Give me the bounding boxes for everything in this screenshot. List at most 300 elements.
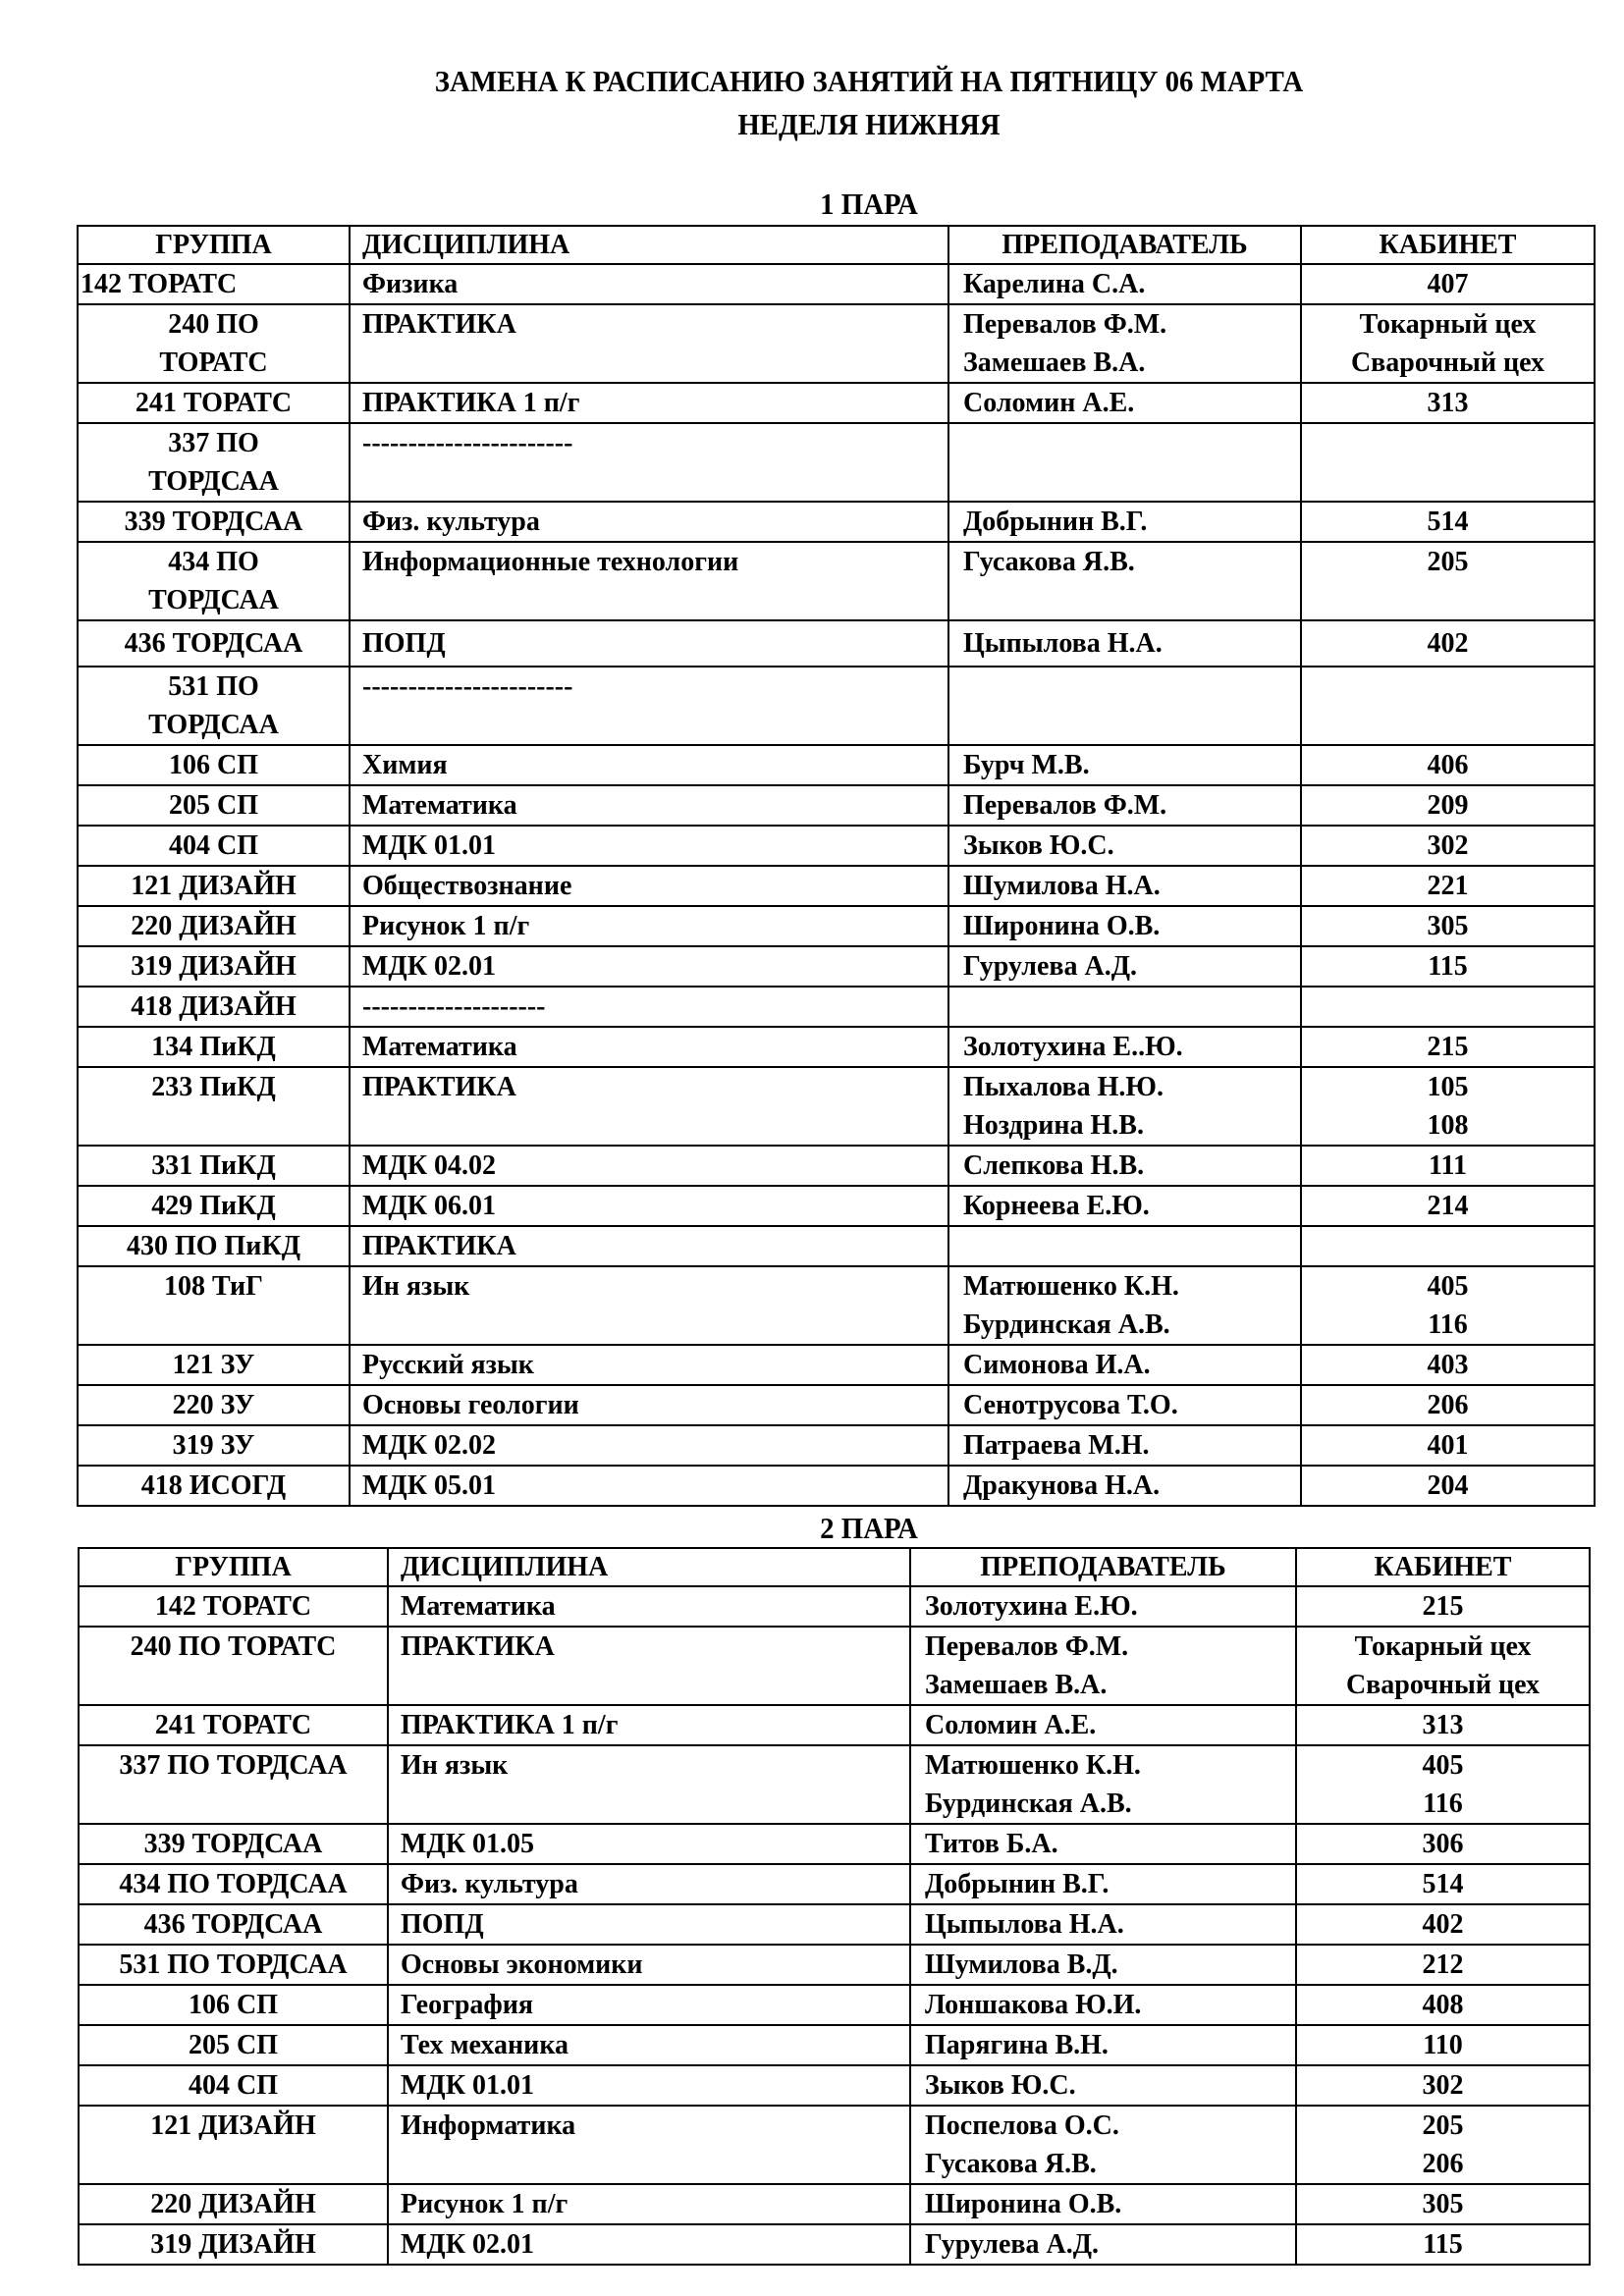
cell-room-text: 406 bbox=[1427, 750, 1469, 780]
table-row bbox=[78, 502, 1595, 542]
cell-room bbox=[1301, 1466, 1595, 1506]
cell-room bbox=[1296, 2025, 1590, 2065]
cell-subject-text: Физ. культура bbox=[401, 1869, 578, 1899]
table-row bbox=[78, 1266, 1595, 1345]
page-subtitle: НЕДЕЛЯ НИЖНЯЯ bbox=[737, 107, 1001, 141]
cell-room bbox=[1301, 383, 1595, 423]
cell-room-text: 407 bbox=[1427, 269, 1469, 299]
cell-group bbox=[78, 785, 350, 826]
cell-room-text: 212 bbox=[1422, 1949, 1464, 1980]
cell-group-text: 429 ПиКД bbox=[151, 1191, 276, 1221]
cell-subject-text: Русский язык bbox=[362, 1350, 534, 1380]
cell-room-text: 401 bbox=[1427, 1430, 1469, 1461]
cell-group-text: 339 ТОРДСАА bbox=[124, 507, 303, 537]
cell-subject-text: Информатика bbox=[401, 2110, 576, 2141]
cell-room bbox=[1296, 1824, 1590, 1864]
cell-room-text: Сварочный цех bbox=[1345, 1670, 1541, 1700]
cell-room bbox=[1296, 1627, 1590, 1705]
cell-room bbox=[1301, 264, 1595, 304]
cell-teacher bbox=[948, 987, 1301, 1027]
cell-group-text: 240 ПО bbox=[168, 309, 259, 340]
cell-group bbox=[78, 620, 350, 667]
cell-teacher-text: Гурулева А.Д. bbox=[925, 2229, 1099, 2260]
cell-teacher bbox=[948, 502, 1301, 542]
cell-teacher-text: Бурч М.В. bbox=[963, 750, 1090, 780]
cell-teacher-text: Замешаев В.А. bbox=[963, 347, 1146, 378]
column-header-subject: ДИСЦИПЛИНА bbox=[388, 1548, 910, 1586]
cell-group-text: 331 ПиКД bbox=[151, 1150, 276, 1181]
cell-subject bbox=[350, 1226, 948, 1266]
cell-teacher-text: Цыпылова Н.А. bbox=[925, 1909, 1124, 1940]
table-row bbox=[78, 1067, 1595, 1146]
cell-group bbox=[79, 1945, 388, 1985]
cell-room bbox=[1301, 1266, 1595, 1345]
cell-subject bbox=[350, 620, 948, 667]
cell-subject-text: МДК 04.02 bbox=[362, 1150, 496, 1181]
cell-teacher bbox=[948, 745, 1301, 785]
table-row bbox=[79, 2025, 1590, 2065]
cell-teacher bbox=[910, 1745, 1296, 1824]
cell-group-text: 339 ТОРДСАА bbox=[143, 1829, 323, 1859]
cell-room bbox=[1296, 2065, 1590, 2106]
cell-room-text: 405 bbox=[1427, 1271, 1469, 1302]
table-row bbox=[78, 1186, 1595, 1226]
cell-teacher-text: Парягина В.Н. bbox=[925, 2030, 1109, 2060]
cell-teacher-text: Гурулева А.Д. bbox=[963, 951, 1137, 982]
cell-subject bbox=[350, 667, 948, 745]
cell-group-text: 220 ДИЗАЙН bbox=[150, 2189, 316, 2219]
cell-subject-text: Основы экономики bbox=[401, 1949, 643, 1980]
table-row bbox=[78, 620, 1595, 667]
cell-teacher-text: Бурдинская А.В. bbox=[925, 1789, 1132, 1819]
cell-teacher-text: Зыков Ю.С. bbox=[925, 2070, 1076, 2101]
table-row bbox=[78, 785, 1595, 826]
cell-subject-text: Информационные технологии bbox=[362, 547, 739, 577]
cell-subject bbox=[350, 423, 948, 502]
cell-group-text: 531 ПО bbox=[168, 671, 259, 702]
cell-room bbox=[1296, 1985, 1590, 2025]
pair-1-label: 1 ПАРА bbox=[820, 187, 918, 221]
cell-teacher-text: Замешаев В.А. bbox=[925, 1670, 1108, 1700]
cell-room-text: 306 bbox=[1422, 1829, 1464, 1859]
cell-room-text: 206 bbox=[1427, 1390, 1469, 1420]
cell-subject bbox=[350, 1186, 948, 1226]
cell-subject-text: Основы геологии bbox=[362, 1390, 579, 1420]
cell-room-text: 215 bbox=[1427, 1032, 1469, 1062]
pair-2-table bbox=[78, 1547, 1591, 2266]
table-row bbox=[78, 1345, 1595, 1385]
cell-group bbox=[78, 1345, 350, 1385]
cell-subject bbox=[388, 1985, 910, 2025]
cell-room-text: 115 bbox=[1423, 2229, 1463, 2260]
cell-room-text: 514 bbox=[1422, 1869, 1464, 1899]
cell-subject-text: Математика bbox=[362, 790, 517, 821]
cell-room bbox=[1301, 987, 1595, 1027]
cell-subject-text: Ин язык bbox=[362, 1271, 470, 1302]
cell-subject bbox=[388, 2065, 910, 2106]
cell-group bbox=[78, 1146, 350, 1186]
cell-subject-text: ПОПД bbox=[401, 1909, 484, 1940]
cell-subject bbox=[388, 1627, 910, 1705]
cell-subject-text: МДК 06.01 bbox=[362, 1191, 496, 1221]
table-row bbox=[79, 2184, 1590, 2224]
cell-group-text: 106 СП bbox=[169, 750, 258, 780]
cell-teacher-text: Шумилова В.Д. bbox=[925, 1949, 1118, 1980]
cell-subject-text: Физ. культура bbox=[362, 507, 540, 537]
cell-subject bbox=[350, 826, 948, 866]
cell-group-text: 436 ТОРДСАА bbox=[124, 628, 303, 659]
cell-teacher-text: Ноздрина Н.В. bbox=[963, 1110, 1144, 1141]
cell-room-text: 116 bbox=[1423, 1789, 1463, 1819]
cell-subject bbox=[350, 264, 948, 304]
cell-room-text: 305 bbox=[1427, 911, 1469, 941]
cell-teacher bbox=[948, 785, 1301, 826]
cell-subject-text: География bbox=[401, 1990, 534, 2020]
table-row bbox=[78, 1466, 1595, 1506]
cell-room bbox=[1301, 1226, 1595, 1266]
cell-group bbox=[79, 2025, 388, 2065]
cell-teacher bbox=[910, 1864, 1296, 1904]
table-row bbox=[79, 1945, 1590, 1985]
column-header-subject: ДИСЦИПЛИНА bbox=[350, 226, 948, 264]
cell-subject bbox=[388, 2025, 910, 2065]
cell-group bbox=[79, 2106, 388, 2184]
cell-group-text: 220 ЗУ bbox=[172, 1390, 255, 1420]
cell-subject-text: МДК 05.01 bbox=[362, 1470, 496, 1501]
cell-group-text: 404 СП bbox=[189, 2070, 278, 2101]
cell-subject-text: -------------------- bbox=[362, 991, 546, 1022]
cell-group bbox=[78, 1425, 350, 1466]
column-header-teacher: ПРЕПОДАВАТЕЛЬ bbox=[910, 1548, 1296, 1586]
cell-group bbox=[78, 1466, 350, 1506]
cell-teacher-text: Соломин А.Е. bbox=[963, 388, 1135, 418]
cell-room-text: 214 bbox=[1427, 1191, 1469, 1221]
cell-subject bbox=[388, 1745, 910, 1824]
cell-teacher-text: Матюшенко К.Н. bbox=[963, 1271, 1179, 1302]
cell-subject bbox=[388, 1586, 910, 1627]
table-row bbox=[79, 2106, 1590, 2184]
cell-group bbox=[78, 745, 350, 785]
cell-teacher bbox=[948, 304, 1301, 383]
cell-subject-text: ПРАКТИКА 1 п/г bbox=[401, 1710, 619, 1740]
cell-room-text: 205 bbox=[1422, 2110, 1464, 2141]
cell-teacher bbox=[910, 2224, 1296, 2265]
cell-teacher bbox=[948, 423, 1301, 502]
cell-group-text: 241 ТОРАТС bbox=[154, 1710, 312, 1740]
cell-room bbox=[1301, 906, 1595, 946]
cell-group bbox=[78, 1226, 350, 1266]
cell-group-text: 319 ДИЗАЙН bbox=[131, 951, 297, 982]
cell-subject bbox=[350, 1385, 948, 1425]
table-row bbox=[78, 906, 1595, 946]
cell-room bbox=[1301, 866, 1595, 906]
cell-room bbox=[1301, 304, 1595, 383]
cell-group bbox=[79, 1586, 388, 1627]
table-row bbox=[79, 1586, 1590, 1627]
cell-teacher bbox=[948, 946, 1301, 987]
cell-group bbox=[79, 1904, 388, 1945]
cell-group bbox=[78, 1067, 350, 1146]
table-row bbox=[78, 946, 1595, 987]
table-row bbox=[78, 1226, 1595, 1266]
cell-group-text: 531 ПО ТОРДСАА bbox=[119, 1949, 348, 1980]
cell-subject bbox=[388, 2224, 910, 2265]
cell-room bbox=[1296, 1705, 1590, 1745]
cell-teacher bbox=[910, 1985, 1296, 2025]
cell-subject-text: Химия bbox=[362, 750, 448, 780]
column-header-group: ГРУППА bbox=[78, 226, 350, 264]
table-row bbox=[78, 1425, 1595, 1466]
cell-group-text: 220 ДИЗАЙН bbox=[131, 911, 297, 941]
cell-room bbox=[1301, 745, 1595, 785]
cell-room bbox=[1301, 946, 1595, 987]
cell-room-text: 405 bbox=[1422, 1750, 1464, 1781]
cell-group-text: 418 ДИЗАЙН bbox=[131, 991, 297, 1022]
cell-subject-text: Обществознание bbox=[362, 871, 572, 901]
cell-teacher-text: Слепкова Н.В. bbox=[963, 1150, 1145, 1181]
cell-teacher bbox=[948, 1146, 1301, 1186]
cell-room-text: 215 bbox=[1422, 1591, 1464, 1622]
cell-teacher bbox=[910, 1904, 1296, 1945]
cell-room-text: 108 bbox=[1427, 1110, 1469, 1141]
cell-group bbox=[79, 1745, 388, 1824]
column-header-teacher: ПРЕПОДАВАТЕЛЬ bbox=[948, 226, 1301, 264]
cell-subject bbox=[388, 1864, 910, 1904]
cell-teacher bbox=[910, 1586, 1296, 1627]
cell-room bbox=[1301, 502, 1595, 542]
cell-subject-text: Рисунок 1 п/г bbox=[362, 911, 530, 941]
cell-subject bbox=[388, 2106, 910, 2184]
cell-group-text: ТОРАТС bbox=[159, 347, 268, 378]
cell-teacher bbox=[910, 2184, 1296, 2224]
cell-room bbox=[1301, 667, 1595, 745]
cell-group bbox=[78, 667, 350, 745]
cell-group bbox=[79, 2224, 388, 2265]
cell-teacher-text: Патраева М.Н. bbox=[963, 1430, 1150, 1461]
table-row bbox=[78, 745, 1595, 785]
cell-room bbox=[1301, 785, 1595, 826]
cell-room-text: 302 bbox=[1422, 2070, 1464, 2101]
cell-subject-text: МДК 02.02 bbox=[362, 1430, 496, 1461]
cell-subject bbox=[350, 946, 948, 987]
cell-teacher-text: Соломин А.Е. bbox=[925, 1710, 1097, 1740]
table-row bbox=[79, 1745, 1590, 1824]
cell-group-text: 434 ПО bbox=[168, 547, 259, 577]
cell-teacher-text: Золотухина Е..Ю. bbox=[963, 1032, 1183, 1062]
cell-group bbox=[78, 1385, 350, 1425]
cell-subject bbox=[350, 745, 948, 785]
cell-group-text: 108 ТиГ bbox=[164, 1271, 263, 1302]
cell-group bbox=[79, 1705, 388, 1745]
cell-subject bbox=[350, 383, 948, 423]
cell-room bbox=[1296, 2224, 1590, 2265]
cell-teacher bbox=[948, 542, 1301, 620]
cell-teacher-text: Перевалов Ф.М. bbox=[925, 1631, 1129, 1662]
cell-room bbox=[1296, 1864, 1590, 1904]
table-row bbox=[78, 264, 1595, 304]
cell-room-text: 302 bbox=[1427, 830, 1469, 861]
cell-group bbox=[79, 1824, 388, 1864]
pair-1-table bbox=[77, 225, 1596, 1507]
cell-group bbox=[78, 987, 350, 1027]
cell-group-text: 404 СП bbox=[169, 830, 258, 861]
cell-subject bbox=[350, 1146, 948, 1186]
cell-subject-text: Математика bbox=[362, 1032, 517, 1062]
cell-room-text: 115 bbox=[1428, 951, 1468, 982]
cell-subject-text: Рисунок 1 п/г bbox=[401, 2189, 568, 2219]
cell-room bbox=[1301, 1186, 1595, 1226]
table-row bbox=[78, 1027, 1595, 1067]
column-header-room: КАБИНЕТ bbox=[1301, 226, 1595, 264]
column-header-room: КАБИНЕТ bbox=[1296, 1548, 1590, 1586]
cell-room-text: 402 bbox=[1427, 628, 1469, 659]
table-row bbox=[79, 1985, 1590, 2025]
cell-teacher-text: Золотухина Е.Ю. bbox=[925, 1591, 1138, 1622]
cell-teacher bbox=[910, 2025, 1296, 2065]
table-row bbox=[78, 1385, 1595, 1425]
cell-teacher-text: Пыхалова Н.Ю. bbox=[963, 1072, 1164, 1102]
cell-group-text: 142 ТОРАТС bbox=[154, 1591, 312, 1622]
cell-subject bbox=[350, 542, 948, 620]
cell-subject bbox=[350, 1425, 948, 1466]
cell-room-text: 204 bbox=[1427, 1470, 1469, 1501]
cell-teacher-text: Добрынин В.Г. bbox=[963, 507, 1148, 537]
cell-group-text: 337 ПО ТОРДСАА bbox=[119, 1750, 348, 1781]
table-row bbox=[79, 2224, 1590, 2265]
cell-group bbox=[78, 826, 350, 866]
table-row bbox=[79, 1705, 1590, 1745]
cell-subject bbox=[350, 502, 948, 542]
cell-group-text: 205 СП bbox=[189, 2030, 278, 2060]
cell-group bbox=[79, 2065, 388, 2106]
cell-group bbox=[79, 1985, 388, 2025]
cell-teacher bbox=[948, 1466, 1301, 1506]
cell-teacher bbox=[948, 667, 1301, 745]
cell-teacher-text: Перевалов Ф.М. bbox=[963, 309, 1167, 340]
cell-room bbox=[1301, 1146, 1595, 1186]
cell-room-text: Сварочный цех bbox=[1350, 347, 1545, 378]
cell-room bbox=[1296, 1945, 1590, 1985]
cell-subject-text: ПРАКТИКА bbox=[362, 309, 516, 340]
column-header-group: ГРУППА bbox=[79, 1548, 388, 1586]
cell-group-text: 436 ТОРДСАА bbox=[143, 1909, 323, 1940]
cell-subject bbox=[350, 1067, 948, 1146]
cell-subject-text: МДК 01.05 bbox=[401, 1829, 534, 1859]
cell-room bbox=[1301, 620, 1595, 667]
cell-group bbox=[78, 502, 350, 542]
cell-teacher bbox=[948, 620, 1301, 667]
cell-subject-text: ----------------------- bbox=[362, 428, 573, 458]
cell-group-text: ТОРДСАА bbox=[148, 585, 279, 615]
cell-teacher bbox=[948, 1226, 1301, 1266]
cell-teacher bbox=[910, 2065, 1296, 2106]
cell-room-text: 403 bbox=[1427, 1350, 1469, 1380]
cell-teacher-text: Широнина О.В. bbox=[925, 2189, 1122, 2219]
cell-room bbox=[1301, 1425, 1595, 1466]
cell-subject bbox=[388, 2184, 910, 2224]
cell-teacher bbox=[948, 1027, 1301, 1067]
table-row bbox=[78, 423, 1595, 502]
cell-subject bbox=[350, 1027, 948, 1067]
cell-group-text: ТОРДСАА bbox=[148, 710, 279, 740]
cell-group bbox=[79, 1627, 388, 1705]
cell-group-text: ТОРДСАА bbox=[148, 466, 279, 497]
cell-subject-text: ПРАКТИКА bbox=[401, 1631, 555, 1662]
cell-room-text: 111 bbox=[1429, 1150, 1467, 1181]
cell-room-text: Токарный цех bbox=[1359, 309, 1537, 340]
table-row bbox=[78, 1146, 1595, 1186]
cell-teacher bbox=[910, 1945, 1296, 1985]
cell-teacher bbox=[948, 906, 1301, 946]
cell-teacher bbox=[948, 1425, 1301, 1466]
cell-subject bbox=[350, 1466, 948, 1506]
cell-group-text: 106 СП bbox=[189, 1990, 278, 2020]
cell-subject bbox=[350, 785, 948, 826]
cell-group-text: 418 ИСОГД bbox=[140, 1470, 287, 1501]
cell-teacher-text: Матюшенко К.Н. bbox=[925, 1750, 1141, 1781]
cell-subject-text: МДК 02.01 bbox=[401, 2229, 534, 2260]
cell-teacher-text: Гусакова Я.В. bbox=[963, 547, 1135, 577]
table-row bbox=[78, 383, 1595, 423]
pair-2-label: 2 ПАРА bbox=[820, 1511, 918, 1545]
cell-subject bbox=[350, 1345, 948, 1385]
cell-room bbox=[1296, 2106, 1590, 2184]
cell-subject bbox=[350, 866, 948, 906]
cell-room-text: 313 bbox=[1427, 388, 1469, 418]
cell-subject-text: МДК 01.01 bbox=[362, 830, 496, 861]
cell-room-text: 402 bbox=[1422, 1909, 1464, 1940]
cell-group bbox=[78, 1266, 350, 1345]
cell-teacher-text: Дракунова Н.А. bbox=[963, 1470, 1161, 1501]
cell-teacher-text: Перевалов Ф.М. bbox=[963, 790, 1167, 821]
table-row bbox=[78, 826, 1595, 866]
cell-teacher bbox=[910, 1705, 1296, 1745]
cell-group bbox=[78, 423, 350, 502]
cell-group-text: 319 ДИЗАЙН bbox=[150, 2229, 316, 2260]
table-row bbox=[79, 1627, 1590, 1705]
cell-group-text: 121 ЗУ bbox=[172, 1350, 255, 1380]
cell-teacher bbox=[948, 1186, 1301, 1226]
cell-teacher bbox=[948, 1385, 1301, 1425]
cell-subject-text: Математика bbox=[401, 1591, 556, 1622]
cell-room-text: 110 bbox=[1423, 2030, 1463, 2060]
cell-group bbox=[78, 542, 350, 620]
cell-room bbox=[1296, 1745, 1590, 1824]
cell-teacher bbox=[948, 866, 1301, 906]
cell-teacher bbox=[948, 1067, 1301, 1146]
cell-group-text: 430 ПО ПиКД bbox=[126, 1231, 301, 1261]
cell-group-text: 434 ПО ТОРДСАА bbox=[119, 1869, 348, 1899]
cell-room-text: Токарный цех bbox=[1354, 1631, 1532, 1662]
table-row bbox=[78, 304, 1595, 383]
cell-teacher bbox=[948, 383, 1301, 423]
cell-group-text: 121 ДИЗАЙН bbox=[131, 871, 297, 901]
cell-group bbox=[78, 383, 350, 423]
cell-teacher-text: Зыков Ю.С. bbox=[963, 830, 1114, 861]
cell-group bbox=[78, 1027, 350, 1067]
cell-teacher-text: Шумилова Н.А. bbox=[963, 871, 1161, 901]
cell-subject-text: ПОПД bbox=[362, 628, 446, 659]
table-row bbox=[79, 1864, 1590, 1904]
cell-teacher bbox=[948, 264, 1301, 304]
cell-room bbox=[1296, 1904, 1590, 1945]
cell-group-text: 233 ПиКД bbox=[151, 1072, 276, 1102]
table-row bbox=[78, 866, 1595, 906]
cell-group-text: 319 ЗУ bbox=[172, 1430, 255, 1461]
cell-room bbox=[1301, 423, 1595, 502]
cell-room bbox=[1301, 542, 1595, 620]
cell-teacher-text: Лоншакова Ю.И. bbox=[925, 1990, 1142, 2020]
